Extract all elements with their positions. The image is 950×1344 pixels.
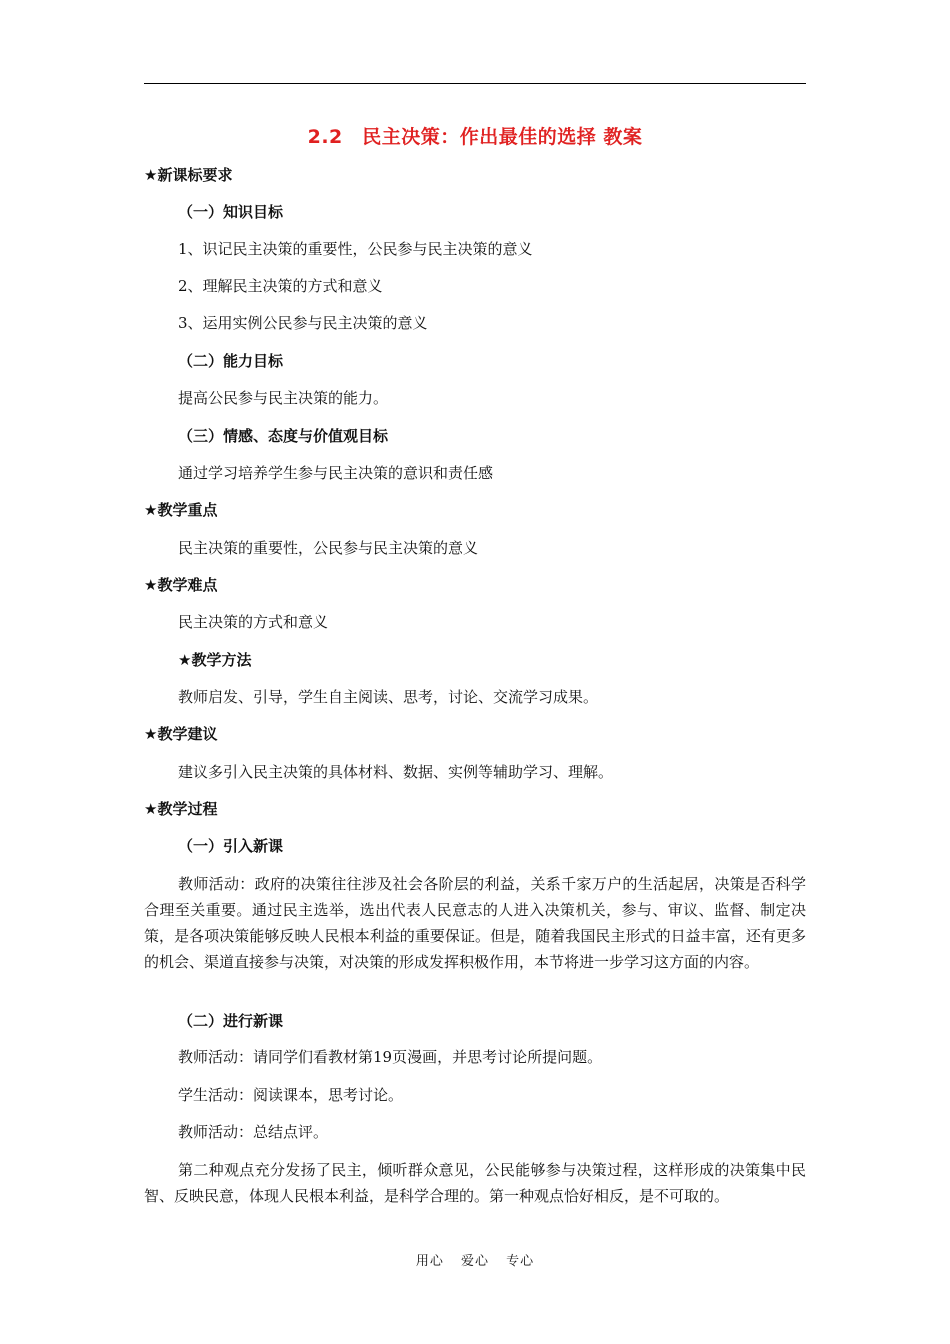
page-footer: 用心 爱心 专心 (415, 1254, 535, 1269)
knowledge-item: 1、识记民主决策的重要性，公民参与民主决策的意义 (178, 240, 533, 258)
new-lesson-heading: （二）进行新课 (178, 1012, 284, 1030)
difficulty-heading: ★教学难点 (144, 576, 218, 594)
suggestion-text: 建议多引入民主决策的具体材料、数据、实例等辅助学习、理解。 (178, 763, 614, 781)
difficulty-text: 民主决策的方式和意义 (178, 613, 329, 631)
ability-goal-heading: （二）能力目标 (178, 352, 284, 370)
conclusion-paragraph: 第二种观点充分发扬了民主，倾听群众意见，公民能够参与决策过程，这样形成的决策集中民智、反映民意，体现人民根本利益，是科学合理的。第一种观点恰好相反，是不可取的。 (144, 1161, 806, 1205)
knowledge-item: 2、理解民主决策的方式和意义 (178, 277, 383, 295)
document-title: 2.2 民主决策：作出最佳的选择 教案 (307, 126, 643, 148)
teacher-activity-2: 教师活动：总结点评。 (178, 1123, 329, 1141)
knowledge-goal-heading: （一）知识目标 (178, 203, 284, 221)
teacher-activity-1: 教师活动：请同学们看教材第19页漫画，并思考讨论所提问题。 (178, 1048, 603, 1066)
intro-paragraph: 教师活动：政府的决策往往涉及社会各阶层的利益，关系千家万户的生活起居，决策是否科学合理至关重要。通过民主选举，选出代表人民意志的人进入决策机关，参与、审议、监督、制定决策，是各项决策能够反映人民根本利益的重要保证。但是，随着我国民主形式的日益丰富，还有更多的机会、渠道直接参与决策，对决策的形成发挥积极作用，本节将进一步学习这方面的内容。 (144, 875, 806, 971)
intro-heading: （一）引入新课 (178, 837, 284, 855)
emotion-goal-heading: （三）情感、态度与价值观目标 (178, 427, 389, 445)
method-text: 教师启发、引导，学生自主阅读、思考，讨论、交流学习成果。 (178, 688, 599, 706)
suggestion-heading: ★教学建议 (144, 725, 218, 743)
curriculum-heading: ★新课标要求 (144, 166, 233, 184)
knowledge-item: 3、运用实例公民参与民主决策的意义 (178, 314, 428, 332)
header-rule (144, 83, 806, 84)
process-heading: ★教学过程 (144, 800, 218, 818)
ability-goal-text: 提高公民参与民主决策的能力。 (178, 389, 389, 407)
student-activity-1: 学生活动：阅读课本，思考讨论。 (178, 1086, 404, 1104)
emotion-goal-text: 通过学习培养学生参与民主决策的意识和责任感 (178, 464, 494, 482)
key-point-text: 民主决策的重要性，公民参与民主决策的意义 (178, 539, 479, 557)
method-heading: ★教学方法 (178, 651, 252, 669)
key-point-heading: ★教学重点 (144, 501, 218, 519)
